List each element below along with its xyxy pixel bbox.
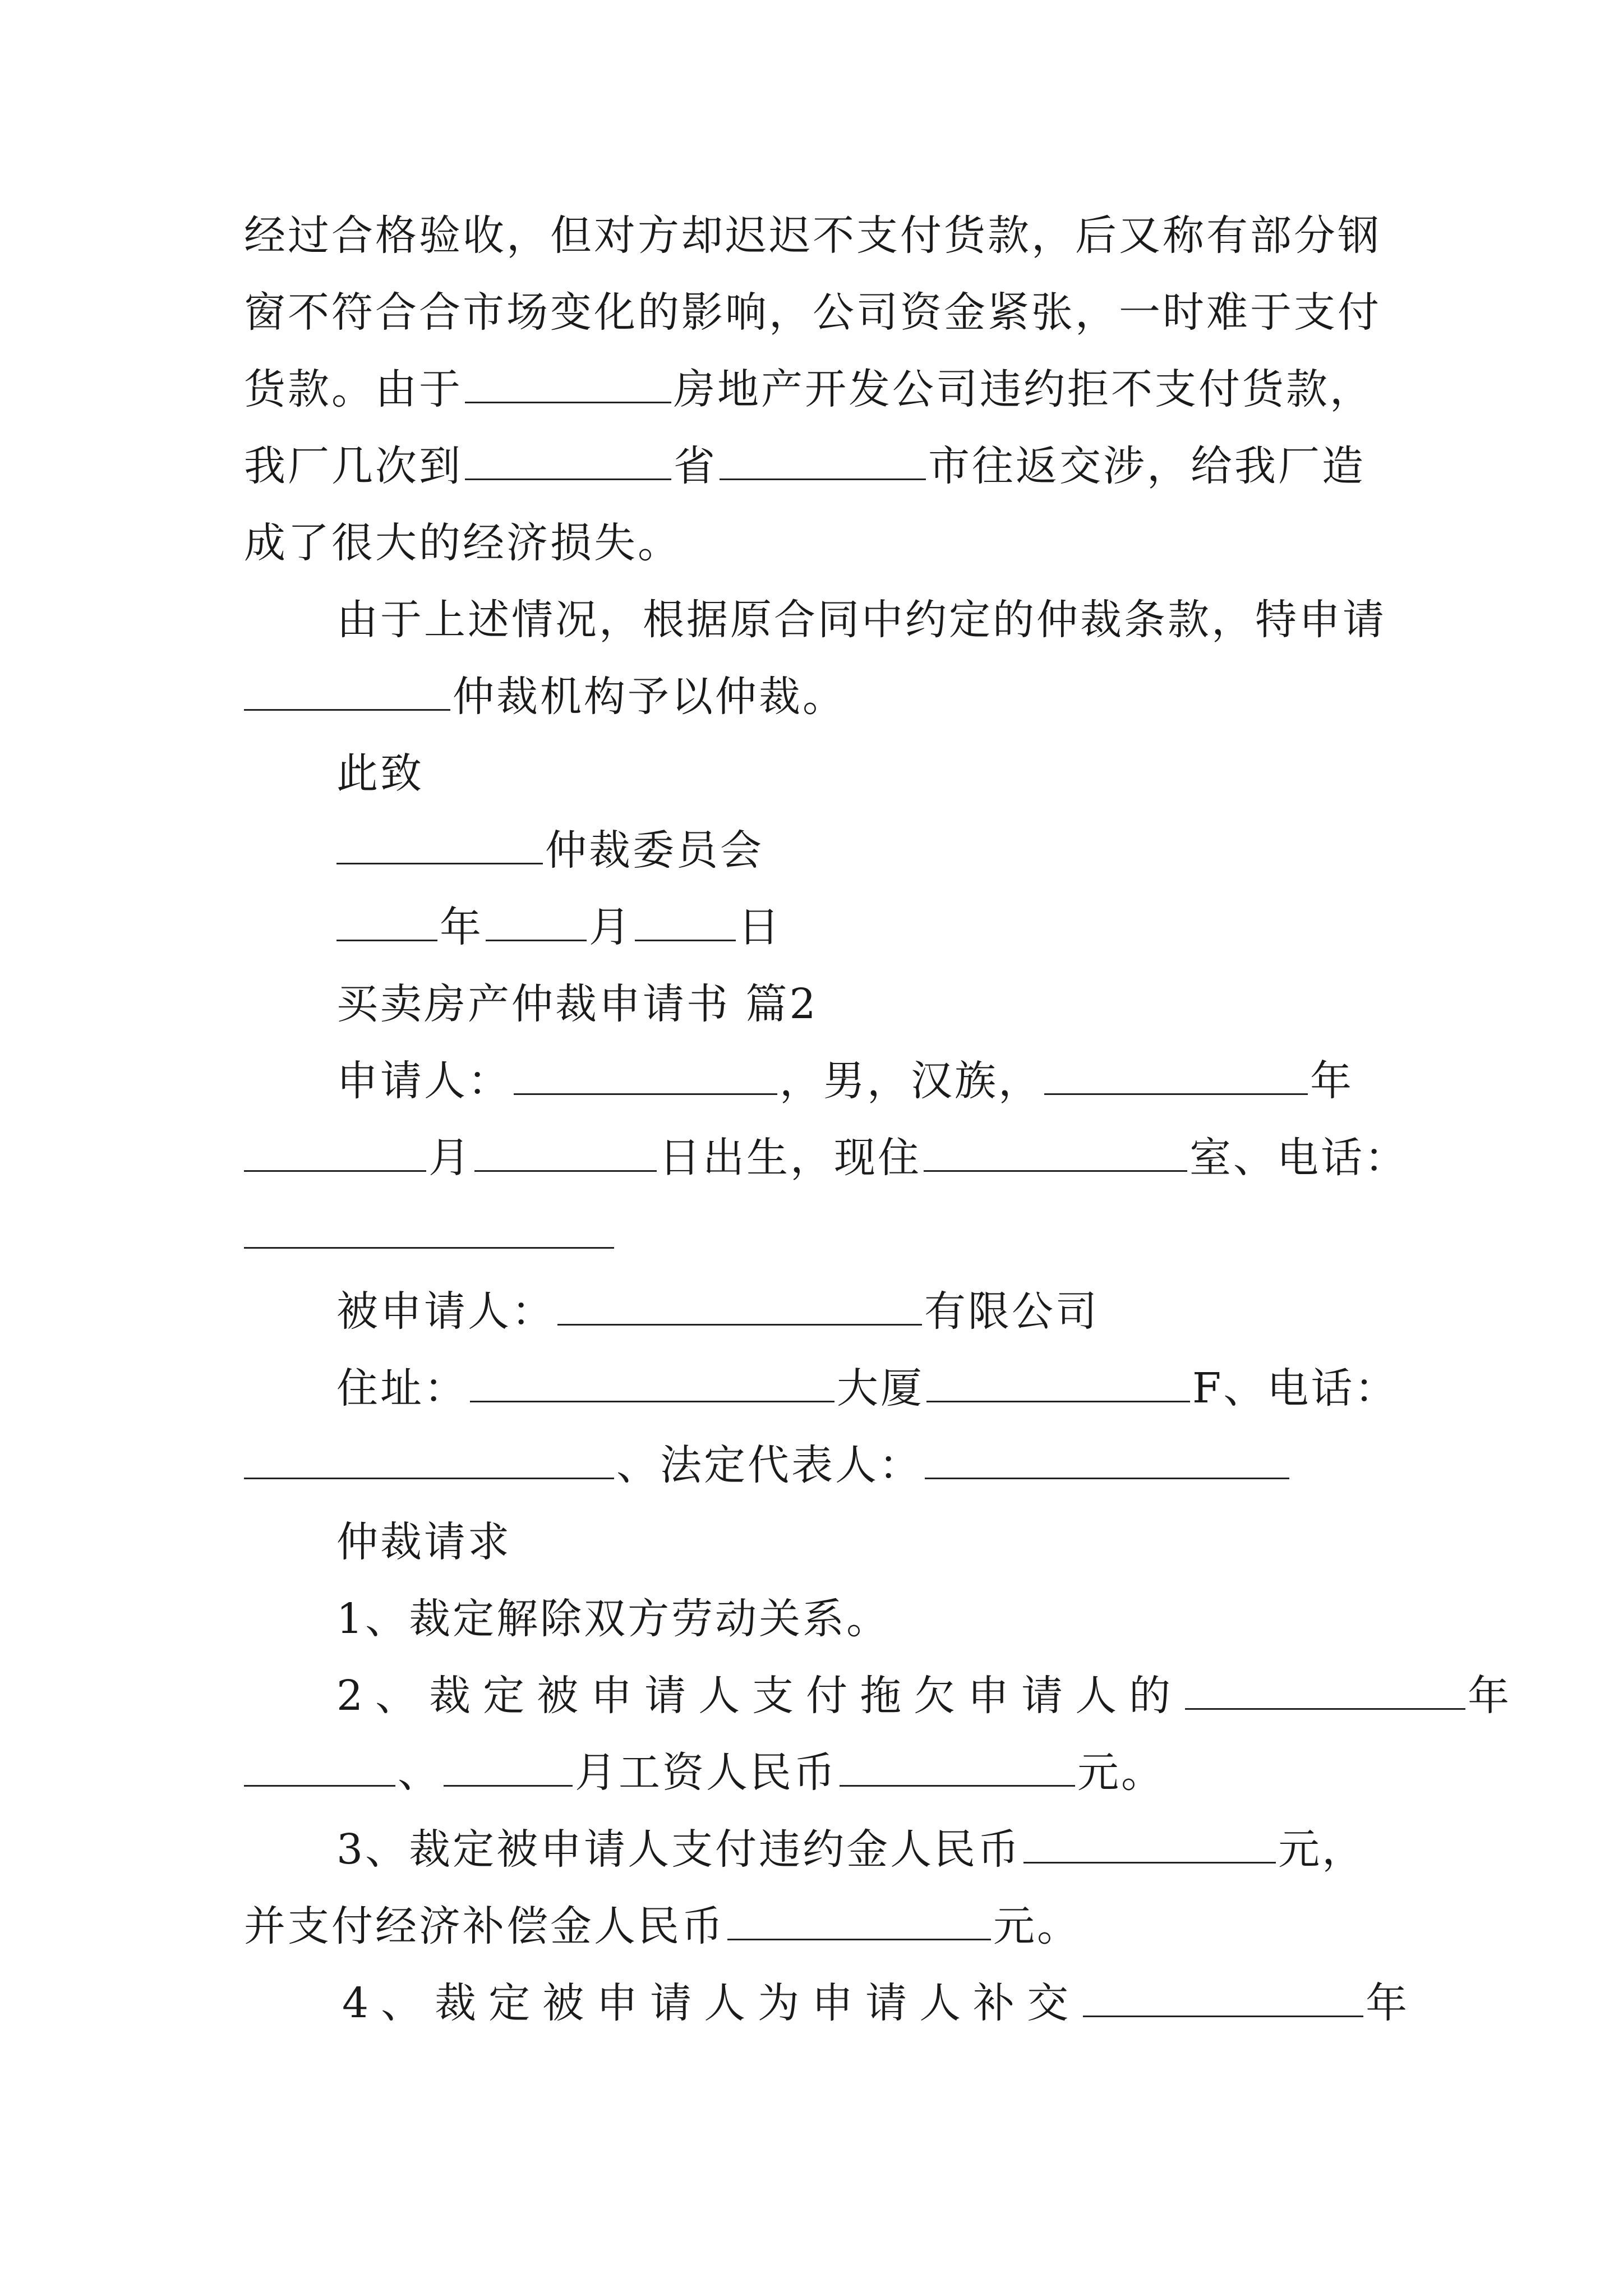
text-segment: 仲裁机构予以仲裁。	[453, 673, 846, 721]
text-segment: 大厦	[837, 1364, 924, 1412]
text-segment: 有限公司	[924, 1287, 1099, 1336]
text-segment: 年	[1310, 1057, 1354, 1105]
text-segment: F、电话：	[1192, 1364, 1399, 1412]
fill-in-blank[interactable]	[727, 1933, 991, 1940]
fill-in-blank[interactable]	[514, 1088, 777, 1095]
text-segment: 元。	[993, 1902, 1081, 1950]
text-segment: 、法定代表人：	[616, 1441, 923, 1489]
text-segment: 仲裁请求	[336, 1518, 511, 1566]
fill-in-blank[interactable]	[465, 473, 671, 480]
text-segment: 月	[589, 903, 633, 951]
fill-in-blank[interactable]	[924, 1165, 1187, 1172]
paragraph-line	[244, 282, 1381, 343]
list-item	[336, 1665, 1521, 1727]
text-segment: 被申请人：	[336, 1287, 555, 1336]
fill-in-blank[interactable]	[557, 1318, 922, 1326]
text-segment: 日	[738, 903, 782, 951]
fill-in-blank[interactable]	[465, 396, 671, 403]
paragraph-line	[244, 1204, 616, 1266]
paragraph-line	[336, 1050, 1354, 1112]
text-segment: 3、裁定被申请人支付违约金人民币	[336, 1825, 1022, 1874]
text-segment: 经过合格验收，但对方却迟迟不支付货款，后又称有部分钢	[244, 211, 1381, 260]
fill-in-blank[interactable]	[486, 934, 587, 941]
list-item	[336, 1588, 890, 1650]
text-segment: 房地产开发公司违约拒不支付货款，	[674, 365, 1373, 413]
paragraph-line	[244, 512, 681, 574]
fill-in-blank[interactable]	[244, 1472, 614, 1479]
list-item	[336, 1819, 1366, 1880]
fill-in-blank[interactable]	[926, 1395, 1190, 1402]
paragraph-line	[336, 589, 1386, 651]
text-segment: 仲裁委员会	[545, 826, 764, 875]
paragraph-line	[336, 1281, 1099, 1342]
text-segment: 元。	[1077, 1749, 1165, 1797]
fill-in-blank[interactable]	[1185, 1703, 1465, 1710]
salutation	[336, 743, 424, 804]
text-segment: 1、裁定解除双方劳动关系。	[336, 1595, 891, 1643]
text-segment: 4、裁定被申请人为申请人补交	[342, 1979, 1081, 2027]
fill-in-blank[interactable]	[1083, 2010, 1363, 2017]
text-segment: 年	[1366, 1979, 1420, 2027]
paragraph-line	[244, 666, 846, 728]
text-segment: 市往返交涉，给我厂造	[928, 442, 1366, 490]
text-segment: 此致	[336, 749, 424, 798]
paragraph-line	[336, 1358, 1398, 1419]
fill-in-blank[interactable]	[244, 1165, 426, 1172]
fill-in-blank[interactable]	[470, 1395, 834, 1402]
fill-in-blank[interactable]	[1044, 1088, 1308, 1095]
text-segment: 室、电话：	[1189, 1134, 1408, 1182]
fill-in-blank[interactable]	[444, 1779, 573, 1787]
text-segment: 申请人：	[336, 1057, 511, 1105]
text-segment: 日出生，现住	[659, 1134, 921, 1182]
list-item	[342, 1972, 1419, 2034]
text-segment: 买卖房产仲裁申请书 篇2	[336, 980, 818, 1028]
fill-in-blank[interactable]	[244, 1779, 395, 1787]
text-segment: 我厂几次到	[244, 442, 463, 490]
text-segment: 并支付经济补偿金人民币	[244, 1902, 725, 1950]
text-segment: 、	[398, 1749, 441, 1797]
date-line	[336, 896, 782, 958]
text-segment: 月工资人民币	[575, 1749, 837, 1797]
fill-in-blank[interactable]	[925, 1472, 1289, 1479]
text-segment: 货款。由于	[244, 365, 463, 413]
text-segment: 省	[674, 442, 717, 490]
text-segment: 年	[1468, 1672, 1522, 1720]
text-segment: 元，	[1278, 1825, 1366, 1874]
text-segment: 窗不符合合市场变化的影响，公司资金紧张，一时难于支付	[244, 288, 1381, 337]
fill-in-blank[interactable]	[244, 703, 450, 711]
paragraph-line	[244, 435, 1366, 497]
fill-in-blank[interactable]	[840, 1779, 1075, 1787]
fill-in-blank[interactable]	[336, 934, 437, 941]
paragraph-line	[244, 205, 1381, 266]
section-title	[336, 973, 818, 1035]
fill-in-blank[interactable]	[635, 934, 736, 941]
fill-in-blank[interactable]	[244, 1241, 614, 1249]
text-segment: ，男，汉族，	[780, 1057, 1042, 1105]
text-segment: 2、裁定被申请人支付拖欠申请人的	[336, 1672, 1183, 1720]
fill-in-blank[interactable]	[720, 473, 926, 480]
paragraph-line	[244, 358, 1373, 420]
list-item-continuation	[244, 1895, 1081, 1957]
paragraph-line	[244, 1127, 1408, 1189]
text-segment: 月	[428, 1134, 472, 1182]
fill-in-blank[interactable]	[336, 857, 543, 864]
text-segment: 住址：	[336, 1364, 468, 1412]
paragraph-line	[244, 1434, 1292, 1496]
text-segment: 由于上述情况，根据原合同中约定的仲裁条款，特申请	[336, 596, 1386, 644]
fill-in-blank[interactable]	[474, 1165, 657, 1172]
text-segment: 年	[440, 903, 483, 951]
list-item-continuation	[244, 1742, 1165, 1803]
fill-in-blank[interactable]	[1023, 1856, 1276, 1864]
section-heading	[336, 1511, 511, 1573]
text-segment: 成了很大的经济损失。	[244, 519, 681, 567]
recipient-line	[336, 820, 764, 881]
